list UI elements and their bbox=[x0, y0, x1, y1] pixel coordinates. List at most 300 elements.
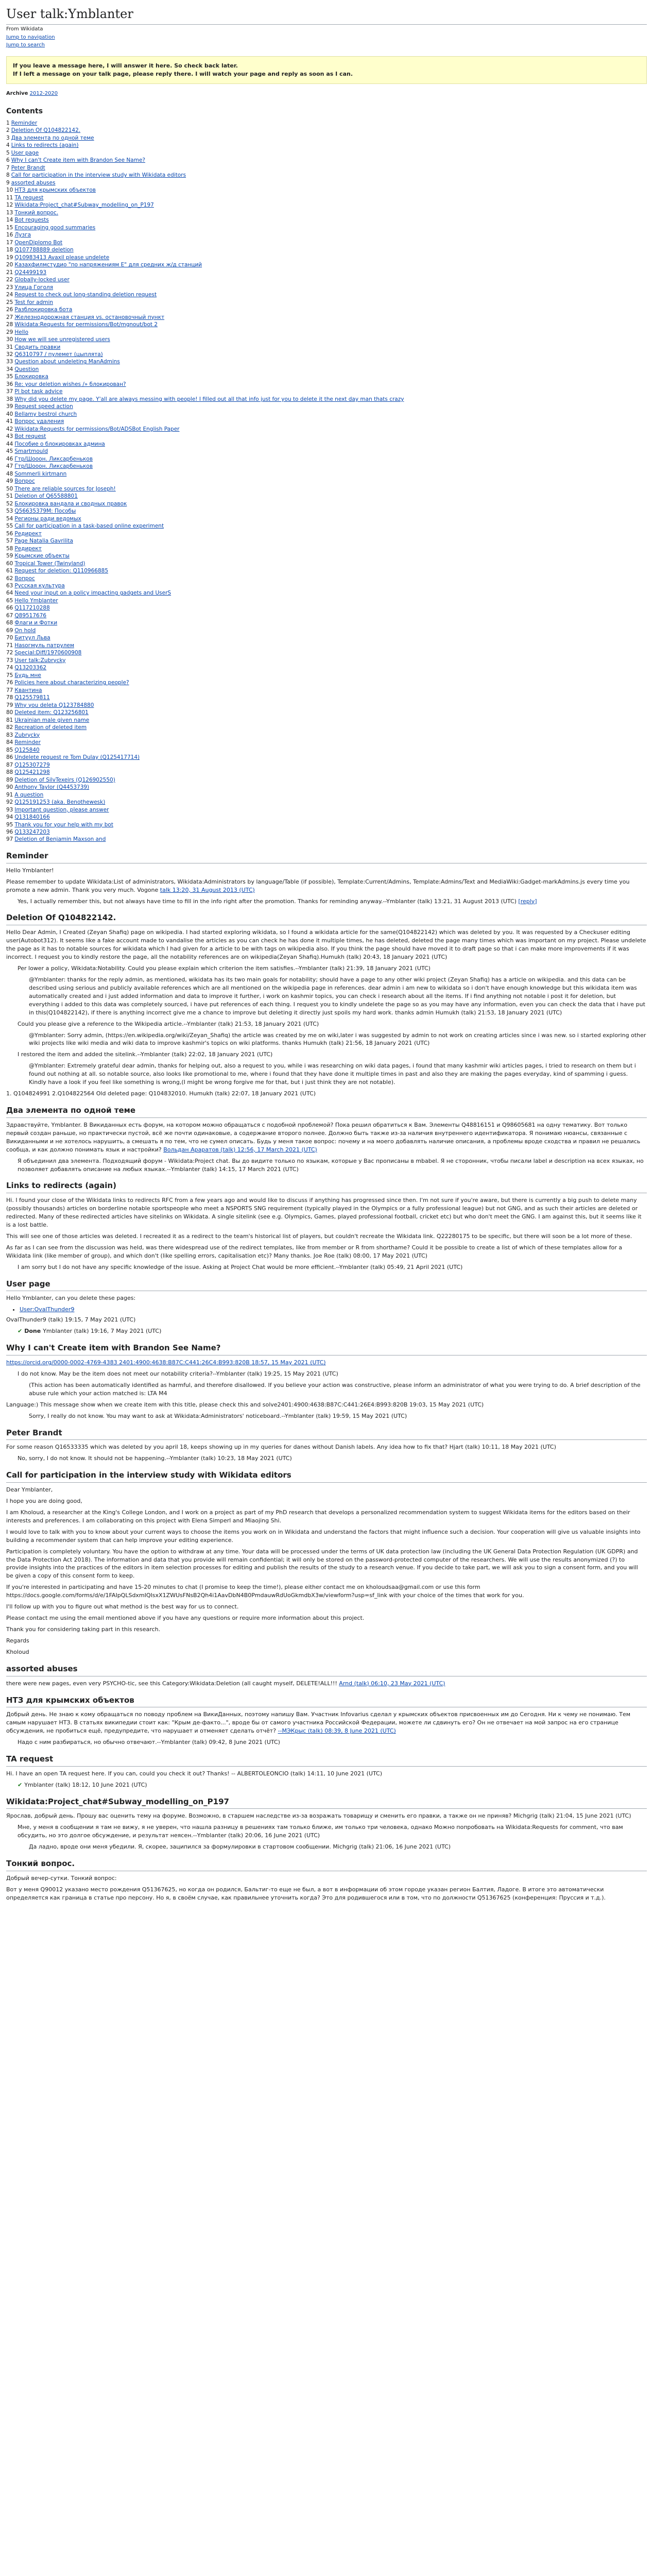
toc-number: 10 bbox=[6, 187, 13, 194]
section-deletion bbox=[6, 912, 647, 1098]
toc-link[interactable]: Pl bot task advice bbox=[14, 388, 63, 395]
toc-entry bbox=[6, 702, 647, 709]
toc-link[interactable]: Лузга bbox=[14, 232, 31, 239]
orcid-link[interactable]: https://orcid.org/0000-0002-4769-4383 2401:4900:4638:B87C:C441:26C4:B993:820B 18:57, 15 May 2021 (UTC) bbox=[6, 1359, 326, 1366]
toc-entry bbox=[6, 470, 647, 478]
toc-entry bbox=[6, 149, 647, 157]
toc-link[interactable]: НТЗ для крымских объектов bbox=[14, 187, 96, 194]
toc-number: 47 bbox=[6, 463, 13, 470]
toc-number: 96 bbox=[6, 828, 13, 835]
toc-number: 54 bbox=[6, 515, 13, 522]
toc-entry bbox=[6, 694, 647, 701]
toc-link[interactable]: Wikidata:Requests for permissions/Bot/mgnout/bot 2 bbox=[14, 321, 158, 328]
toc-link[interactable]: Request for deletion: Q110966885 bbox=[14, 568, 109, 574]
toc-entry bbox=[6, 634, 647, 641]
paragraph: For some reason Q16533335 which was deleted by you april 18, keeps showing up in my queries for danes without Danish labels. Any idea how to fix that? Hjart (talk) 10:11, 18 May 2021 (UTC) bbox=[6, 1444, 556, 1451]
paragraph: This will see one of those articles was deleted. I recreated it as a redirect to the team's historical list of players, but couldn't recreate the Wikidata link. Q22280175 to be specific, but there will soon be a lot more of these. bbox=[6, 1232, 632, 1240]
toc-number: 9 bbox=[6, 179, 10, 186]
toc-link[interactable]: Why did you delete my page. Y'all are always messing with people! I filled out all that info just for you to delete it the next day man thats crazy bbox=[14, 396, 404, 402]
notice-line-2: If I left a message on your talk page, please reply there. I will watch your page and reply as soon as I can. bbox=[13, 71, 353, 78]
toc-link[interactable]: Question about undeleting ManAdmins bbox=[14, 359, 120, 365]
toc-entry bbox=[6, 314, 647, 321]
toc-number: 72 bbox=[6, 650, 13, 656]
toc-entry bbox=[6, 426, 647, 433]
toc-number: 93 bbox=[6, 806, 13, 813]
paragraph bbox=[6, 1121, 647, 1154]
toc-entry bbox=[6, 732, 647, 739]
toc-link[interactable]: Bellamy bestrol church bbox=[14, 411, 77, 417]
toc-number: 3 bbox=[6, 134, 10, 141]
toc-link[interactable]: Recreation of deleted item bbox=[14, 724, 87, 731]
toc-link[interactable]: Q89517676 bbox=[14, 612, 47, 619]
toc-link[interactable]: Русская культура bbox=[14, 583, 65, 589]
toc-link[interactable]: How we will see unregistered users bbox=[14, 336, 110, 343]
signature: Ymblanter (talk) 18:12, 10 June 2021 (UTC) bbox=[24, 1781, 147, 1788]
toc-link[interactable]: On hold bbox=[14, 627, 36, 634]
toc-link[interactable]: Два элемента по одной теме bbox=[11, 134, 94, 141]
toc-link[interactable]: Q117210288 bbox=[14, 605, 50, 612]
toc-entry bbox=[6, 627, 647, 634]
reply-paragraph: Я объединил два элемента. Подходящий форум - Wikidata:Project chat. Вы до видите только по языкам, которые у Вас прописаны в mbabel. Я не сторонник, чтобы писали label и description на всех языках, но позволяет добавлять описание на любых языках.--Ymblanter (talk) 14:15, 17 March 2021 (UTC) bbox=[18, 1157, 644, 1173]
toc-link[interactable]: Test for admin bbox=[14, 299, 54, 306]
toc-entry bbox=[6, 761, 647, 769]
toc-number: 29 bbox=[6, 329, 13, 335]
toc-link[interactable]: Sommerli kirtmann bbox=[14, 470, 67, 477]
toc-entry bbox=[6, 597, 647, 604]
paragraph: If you're interested in participating and have 15-20 minutes to chat (I promise to keep the time!), please either contact me on kholoudsaa@gmail.com or use this form https://docs.google.com/forms/d/e/1FAIpQLSdxmIQIsxX1ZWUsFNsB2Qh4i1AavDbN4B0PmdauwRdUoGkmdbX3w/viewform?usp=sf_link with your choice of the times that work for you. bbox=[6, 1584, 524, 1599]
toc-number: 39 bbox=[6, 403, 13, 410]
toc-number: 83 bbox=[6, 732, 13, 738]
toc-link[interactable]: Page Natalia Gavrilita bbox=[14, 538, 73, 545]
paragraph-text: Please remember to update Wikidata:List of administrators, Wikidata:Administrators by language/Table (if possible), Template:Current/Admins, Template:Admins/Text and MediaWiki:Gadget-markAdmins.js every time you promote a new admin. Thank you very much. Vogone bbox=[6, 878, 630, 893]
signature-link[interactable]: Arnd (talk) 06:10, 23 May 2021 (UTC) bbox=[339, 1680, 445, 1687]
paragraph: 1. Q104824991 2.Q104822564 Old deleted page: Q104832010. Humukh (talk) 22:07, 18 January 2021 (UTC) bbox=[6, 1090, 316, 1097]
toc-number: 7 bbox=[6, 164, 10, 171]
toc-number: 65 bbox=[6, 597, 13, 604]
paragraph: Hi. I have an open TA request here. If you can, could you check it out? Thanks! -- ALBERTOLEONCIO (talk) 14:11, 10 June 2021 (UTC) bbox=[6, 1770, 383, 1777]
toc-link[interactable]: Special:Diff/1970600908 bbox=[14, 650, 82, 656]
toc-link[interactable]: Deletion of SilvTexeirs (Q126902550) bbox=[14, 776, 115, 783]
toc-link[interactable]: Вопрос bbox=[14, 575, 35, 582]
toc-number: 92 bbox=[6, 799, 13, 806]
toc-number: 75 bbox=[6, 672, 13, 679]
paragraph: Regards bbox=[6, 1637, 29, 1645]
toc-link[interactable]: Question bbox=[14, 366, 39, 372]
paragraph: As far as I can see from the discussion was held, was there widespread use of the redirect templates, like from member or R from shorthame? Could it be possible to create a list of which of these templates allow for a Wikidata link (like member of group), and which don't (like spelling errors, capitalisation etc)? Many thanks. Joe Roe (talk) 08:00, 17 May 2021 (UTC) bbox=[6, 1244, 623, 1259]
section-reminder bbox=[6, 851, 647, 906]
toc-entry bbox=[6, 575, 647, 582]
toc-entry bbox=[6, 485, 647, 493]
reply-paragraph: Sorry, I really do not know. You may want to ask at Wikidata:Administrators' noticeboard.--Ymblanter (talk) 19:59, 15 May 2021 (UTC) bbox=[29, 1412, 407, 1419]
paragraph: Hello Ymblanter! bbox=[6, 867, 54, 874]
toc-link[interactable]: Globally-locked user bbox=[14, 277, 70, 283]
toc-number: 61 bbox=[6, 568, 13, 574]
toc-entry bbox=[6, 806, 647, 814]
toc-entry bbox=[6, 239, 647, 246]
section-links-redirects bbox=[6, 1180, 647, 1271]
reply-paragraph: Per lower a policy, Wikidata:Notability. Could you please explain which criterion the item satisfies.--Ymblanter (talk) 21:39, 18 January 2021 (UTC) bbox=[18, 964, 431, 972]
toc-number: 78 bbox=[6, 694, 13, 701]
signature-link[interactable]: Вольдан Араратов (talk) 12:56, 17 March 2021 (UTC) bbox=[163, 1146, 317, 1153]
section-heading: User page bbox=[6, 1279, 647, 1292]
toc-number: 37 bbox=[6, 388, 13, 395]
toc-entry bbox=[6, 717, 647, 724]
section-user-page bbox=[6, 1279, 647, 1336]
toc-link[interactable]: Вопрос удаления bbox=[14, 418, 64, 425]
toc-entry bbox=[6, 172, 647, 179]
checkmark-icon: ✔ bbox=[18, 1781, 23, 1788]
toc-number: 15 bbox=[6, 224, 13, 231]
section-heading: Reminder bbox=[6, 851, 647, 863]
paragraph-text: Здравствуйте, Ymblanter. В Викиданных есть форум, на котором можно обращаться с подобной проблемой? Пока решил обратиться к Вам. Элементы Q48816151 и Q98605681 на одну тематику. Вот только первый создан раньше, но практически пустой, всё же почти одинаковые, а содержание второго полнее. Должно быть также из-за наличия внутреннего идентификатора. Я понимаю нюансы, связанные с Викиданными и не хотелось нарушить, а смешать я по тем, что не сумел описать. Будь у меня такое вопрос: почему и на моего добавлять наличие описания, а проблемы вроде сходства и правил не решались сообща, и как должно понимать язык и настройки? bbox=[6, 1121, 641, 1153]
toc-link[interactable]: Q125579811 bbox=[14, 694, 50, 701]
toc-entry bbox=[6, 291, 647, 298]
toc-link[interactable]: assorted abuses bbox=[11, 179, 56, 186]
toc-entry bbox=[6, 814, 647, 821]
toc-number: 12 bbox=[6, 202, 13, 209]
toc-link[interactable]: Ukrainian male given name bbox=[14, 717, 90, 723]
toc-entry bbox=[6, 679, 647, 686]
toc-entry bbox=[6, 724, 647, 731]
toc-number: 28 bbox=[6, 321, 13, 328]
toc-entry bbox=[6, 619, 647, 626]
toc-number: 46 bbox=[6, 455, 13, 462]
toc-number: 6 bbox=[6, 157, 10, 164]
toc-link[interactable]: Сводить правки bbox=[14, 344, 61, 350]
archive-label: Archive bbox=[6, 91, 28, 97]
toc-link[interactable]: A question bbox=[14, 791, 44, 798]
toc-number: 76 bbox=[6, 680, 13, 686]
reply-link[interactable]: [reply] bbox=[518, 897, 537, 905]
toc-link[interactable]: Deletion Of Q104822142. bbox=[11, 127, 81, 134]
toc-number: 70 bbox=[6, 635, 13, 641]
toc-entry bbox=[6, 299, 647, 306]
toc-link[interactable]: Important question, please answer bbox=[14, 806, 109, 813]
toc-entry bbox=[6, 493, 647, 500]
toc-number: 86 bbox=[6, 754, 13, 761]
toc-number: 17 bbox=[6, 239, 13, 246]
toc-link[interactable]: Why I can't Create item with Brandon See Name? bbox=[11, 157, 145, 164]
toc-link[interactable]: Q125307279 bbox=[14, 761, 50, 768]
toc-number: 48 bbox=[6, 470, 13, 477]
section-subtle-question bbox=[6, 1858, 647, 1902]
toc-entry bbox=[6, 791, 647, 799]
toc-entry bbox=[6, 336, 647, 343]
toc-entry bbox=[6, 776, 647, 784]
toc-entry bbox=[6, 672, 647, 679]
toc-entry bbox=[6, 657, 647, 664]
toc-number: 82 bbox=[6, 724, 13, 731]
reply-paragraph bbox=[18, 897, 647, 906]
section-heading: Wikidata:Project_chat#Subway_modelling_on_P197 bbox=[6, 1797, 647, 1809]
toc-link[interactable]: Zubrycky bbox=[14, 732, 40, 738]
toc-link[interactable]: Tropical Tower (Twinyland) bbox=[14, 560, 85, 567]
toc-entry bbox=[6, 769, 647, 776]
toc-link[interactable]: Thank you for your help with my bot bbox=[14, 821, 113, 828]
toc-number: 40 bbox=[6, 411, 13, 417]
toc-link[interactable]: Q131840166 bbox=[14, 814, 50, 821]
toc-heading: Contents bbox=[6, 107, 43, 115]
archive-link[interactable]: 2012-2020 bbox=[29, 91, 58, 97]
toc-entry bbox=[6, 157, 647, 164]
toc-entry bbox=[6, 381, 647, 388]
signature-link[interactable]: --МЭКрыс (talk) 08:39, 8 June 2021 (UTC) bbox=[278, 1727, 396, 1735]
toc-link[interactable]: Wikidata:Requests for permissions/Bot/ADSBot English Paper bbox=[14, 426, 180, 432]
toc-entry bbox=[6, 254, 647, 261]
toc-number: 2 bbox=[6, 127, 10, 134]
paragraph: Добрый вечер-сутки. Тонкий вопрос: bbox=[6, 1874, 117, 1882]
toc-entry bbox=[6, 500, 647, 507]
toc-link[interactable]: Квантина bbox=[14, 687, 42, 693]
toc-link[interactable]: Re: your deletion wishes /» блокирован? bbox=[14, 381, 126, 387]
paragraph-text: there were new pages, even very PSYCHO-tic, see this Category:Wikidata:Deletion (all caught myself, DELETE!ALL!!! bbox=[6, 1680, 337, 1687]
section-heading: assorted abuses bbox=[6, 1664, 647, 1676]
toc-link[interactable]: Deleted item: Q123256801 bbox=[14, 709, 89, 716]
toc-entry bbox=[6, 448, 647, 455]
toc-entry bbox=[6, 589, 647, 597]
toc-link[interactable]: Улица Гоголя bbox=[14, 284, 54, 291]
toc-number: 13 bbox=[6, 209, 13, 216]
toc-number: 4 bbox=[6, 142, 10, 149]
toc-link[interactable]: Тонкий вопрос. bbox=[14, 209, 59, 216]
reply-paragraph: @Ymblanter: thanks for the reply admin, as mentioned, wikidata has its two main goals for notability; should have a page to any other wiki project (Zeyan Shafiq) has a article on wikipedia. and this data can be described using serious and publicly available references which are all mentioned on the wikipedia page in references. dear admin i am new to wikidata so i don't have enough knowledge but this wikidata item was automatically created and i just added information and data to improve it further, i work on kashmir topics, you can check i research about all the items. If i find anything not notable i post it for deletion, but everything i added to this data was completely sourced, i have put references of each thing. I request you to kindly undelete the page so as you may have any information, even you can check the data that i have put in this(Q104822142), if there is anything incorrect give me a chance to improve but deleting it directly just spoils my hard work. thanks admin Humukh (talk) 21:53, 18 January 2021 (UTC) bbox=[29, 976, 645, 1016]
list-item bbox=[20, 1306, 647, 1314]
toc-link[interactable]: Need your input on a policy impacting gadgets and UserS bbox=[14, 590, 171, 597]
toc-link[interactable]: OpenDiplomo Bot bbox=[14, 239, 63, 246]
toc-number: 45 bbox=[6, 448, 13, 455]
signature: OvalThunder9 (talk) 19:15, 7 May 2021 (UTC) bbox=[6, 1316, 136, 1324]
toc-number: 87 bbox=[6, 761, 13, 768]
notice-line-1: If you leave a message here, I will answer it here. So check back later. bbox=[13, 62, 238, 70]
signature: Ymblanter (talk) 19:16, 7 May 2021 (UTC) bbox=[43, 1328, 162, 1335]
toc-link[interactable]: Hasoгмуль патрулем bbox=[14, 642, 74, 649]
toc-number: 56 bbox=[6, 530, 13, 537]
toc-link[interactable]: Регионы ради ведомых bbox=[14, 515, 81, 522]
toc-link[interactable]: Q6310797 / пулемет (цыплята) bbox=[14, 351, 103, 358]
toc-entry bbox=[6, 164, 647, 172]
toc-entry bbox=[6, 216, 647, 224]
jump-to-navigation-link[interactable]: Jump to navigation bbox=[6, 35, 55, 41]
toc-link[interactable]: TA request bbox=[14, 194, 44, 201]
paragraph bbox=[6, 878, 647, 894]
toc-link[interactable]: Hello bbox=[14, 329, 28, 335]
toc-number: 24 bbox=[6, 292, 13, 298]
toc-number: 89 bbox=[6, 776, 13, 783]
toc-entry bbox=[6, 754, 647, 761]
toc-link[interactable]: Request speed action bbox=[14, 403, 73, 410]
toc-number: 8 bbox=[6, 172, 10, 179]
toc-link[interactable]: Железнодорожная станция vs. остановочный пункт bbox=[14, 314, 165, 320]
section-heading: Why I can't Create item with Brandon See Name? bbox=[6, 1343, 647, 1355]
toc-entry bbox=[6, 560, 647, 567]
toc-number: 69 bbox=[6, 627, 13, 634]
reply-paragraph: I do not know. May be the item does not meet our notability criteria?--Ymblanter (talk) 19:25, 15 May 2021 (UTC) bbox=[18, 1370, 338, 1377]
toc-entry bbox=[6, 463, 647, 470]
toc-number: 64 bbox=[6, 590, 13, 597]
toc-entry bbox=[6, 276, 647, 283]
section-abuses bbox=[6, 1664, 647, 1688]
toc-entry bbox=[6, 507, 647, 515]
paragraph: Hi. I found your close of the Wikidata links to redirects RFC from a few years ago and would like to discuss if anything has progressed since then. I'm not sure if you're aware, but there is currently a big push to delete many (possibly thousands) articles on borderline notable sportspeople who meet a NSPORTS SNG requirement (typically played in the Olympics or a fully professional league) but not GNG, and as such their articles are deleted or redirected. Many of these redirected articles have sitelinks on Wikidata. A single sitelink (see e.g. Olympics, Games, played professional football, cricket etc) but who don't meet the GNG. I am against this, but it seems like it is a lost battle. bbox=[6, 1197, 642, 1229]
toc-number: 44 bbox=[6, 440, 13, 447]
toc-entry bbox=[6, 358, 647, 365]
toc-entry bbox=[6, 284, 647, 291]
toc-link[interactable]: Вопрос bbox=[14, 478, 35, 485]
toc-number: 34 bbox=[6, 366, 13, 372]
toc-number: 11 bbox=[6, 194, 13, 201]
toc-link[interactable]: Q133247203 bbox=[14, 828, 50, 835]
toc-link[interactable]: Гтр/Шооон. Ликсарбеньков bbox=[14, 463, 93, 470]
toc-link[interactable]: Флаги и Фотки bbox=[14, 620, 58, 626]
toc-number: 90 bbox=[6, 784, 13, 791]
toc-number: 77 bbox=[6, 687, 13, 693]
toc-link[interactable]: Anthony Taylor (Q4453739) bbox=[14, 784, 90, 791]
toc-link[interactable]: Hello Ymblanter bbox=[14, 597, 58, 604]
user-page-link[interactable]: User:OvalThunder9 bbox=[20, 1306, 75, 1313]
toc-number: 71 bbox=[6, 642, 13, 649]
section-ntz bbox=[6, 1695, 647, 1747]
toc-entry bbox=[6, 642, 647, 649]
toc-link[interactable]: Undelete request re Tom Dulay (Q125417714) bbox=[14, 754, 140, 761]
toc-link[interactable]: Q125191253 (aka. Benothewesk) bbox=[14, 799, 106, 806]
toc-number: 95 bbox=[6, 821, 13, 828]
toc-number: 51 bbox=[6, 493, 13, 500]
toc-entry bbox=[6, 351, 647, 358]
toc-entry bbox=[6, 120, 647, 127]
toc-link[interactable]: User page bbox=[11, 149, 39, 156]
toc-link[interactable]: Редирект bbox=[14, 530, 42, 537]
toc-link[interactable]: Редирект bbox=[14, 545, 42, 552]
toc-number: 81 bbox=[6, 717, 13, 723]
toc-entry bbox=[6, 388, 647, 395]
reply-paragraph: Надо с ним разбираться, но обычно отвечают.--Ymblanter (talk) 09:42, 8 June 2021 (UTC) bbox=[18, 1739, 280, 1746]
toc-entry bbox=[6, 209, 647, 216]
toc-link[interactable]: Bot requests bbox=[14, 217, 49, 224]
toc-number: 41 bbox=[6, 418, 13, 425]
reply-paragraph: No, sorry, I do not know. It should not be happening.--Ymblanter (talk) 10:23, 18 May 2021 (UTC) bbox=[18, 1455, 292, 1462]
toc-link[interactable]: Reminder bbox=[11, 120, 38, 126]
toc-link[interactable]: User talk:Zubrycky bbox=[14, 657, 66, 664]
toc-link[interactable]: There are reliable sources for Joseph! bbox=[14, 485, 116, 492]
toc-entry bbox=[6, 747, 647, 754]
toc-entry bbox=[6, 537, 647, 545]
toc-number: 55 bbox=[6, 523, 13, 530]
toc-entry bbox=[6, 344, 647, 351]
paragraph: I would love to talk with you to know about your current ways to choose the items you work on in Wikidata and understand the factors that might influence such a decision. Your cooperation will give us valuable insights into building a recommender system that can help improve your editing experience. bbox=[6, 1528, 641, 1544]
toc-entry bbox=[6, 396, 647, 403]
toc-entry bbox=[6, 545, 647, 552]
reply-paragraph: I restored the item and added the sitelink.--Ymblanter (talk) 22:02, 18 January 2021 (UTC) bbox=[18, 1051, 273, 1058]
toc-entry bbox=[6, 530, 647, 537]
reply-paragraph: (This action has been automatically identified as harmful, and therefore disallowed. If you believe your action was constructive, please inform an administrator of what you were trying to do. A brief description of the abuse rule which your action matched is: LTA M4 bbox=[29, 1381, 641, 1397]
toc-entry bbox=[6, 201, 647, 209]
toc-number: 94 bbox=[6, 814, 13, 821]
toc-entry bbox=[6, 821, 647, 828]
toc-number: 27 bbox=[6, 314, 13, 320]
toc-entry bbox=[6, 612, 647, 619]
toc-number: 68 bbox=[6, 620, 13, 626]
toc-link[interactable]: Reminder bbox=[14, 739, 41, 746]
toc-link[interactable]: Q10983413 Avaxil please undelete bbox=[14, 254, 110, 261]
section-interview bbox=[6, 1470, 647, 1656]
toc-number: 42 bbox=[6, 426, 13, 432]
talk-notice-box bbox=[6, 56, 647, 84]
toc-number: 49 bbox=[6, 478, 13, 485]
section-heading: TA request bbox=[6, 1754, 647, 1767]
reply-paragraph: I am sorry but I do not have any specific knowledge of the issue. Asking at Project Chat would be more efficient.--Ymblanter (talk) 05:49, 21 April 2021 (UTC) bbox=[18, 1263, 463, 1270]
toc-link[interactable]: Q125421298 bbox=[14, 769, 50, 776]
toc-link[interactable]: Peter Brandt bbox=[11, 164, 45, 171]
signature-link[interactable]: talk 13:20, 31 August 2013 (UTC) bbox=[160, 886, 255, 893]
toc-link[interactable]: Call for participation in a task-based online experiment bbox=[14, 523, 164, 530]
toc-link[interactable]: Wikidata:Project_chat#Subway_modelling_on_P197 bbox=[14, 202, 154, 209]
toc-entry bbox=[6, 709, 647, 716]
toc-link[interactable]: Блокировка вандала и сводных правок bbox=[14, 500, 127, 507]
toc-link[interactable]: Policies here about characterizing people? bbox=[14, 680, 129, 686]
toc-link[interactable]: Request to check out long-standing deletion request bbox=[14, 292, 157, 298]
reply-paragraph: Мне, у меня в сообщении я там не вижу, я не уверен, что нашла разницу в решениях там только ближе, им только три человека, однако Можно попробовать на Wikidata:Requests for comment, что вам обсудить, но это долгое обсуждение, и результат неясен.--Ymblanter (talk) 20:06, 16 June 2021 (UTC) bbox=[18, 1824, 623, 1839]
toc-number: 25 bbox=[6, 299, 13, 306]
toc-entry bbox=[6, 799, 647, 806]
toc-link[interactable]: Разблокировка бота bbox=[14, 307, 73, 313]
toc-number: 63 bbox=[6, 583, 13, 589]
toc-link[interactable]: Q125840 bbox=[14, 747, 40, 753]
toc-link[interactable]: Encouraging good summaries bbox=[14, 224, 96, 231]
toc-link[interactable]: Пособие о блокировках админа bbox=[14, 440, 105, 447]
section-heading: Links to redirects (again) bbox=[6, 1180, 647, 1193]
toc-link[interactable]: Битуул Льва bbox=[14, 635, 50, 641]
toc-entry bbox=[6, 261, 647, 268]
jump-to-search-link[interactable]: Jump to search bbox=[6, 42, 45, 48]
toc-link[interactable]: Будь мне bbox=[14, 672, 41, 679]
toc-link[interactable]: Links to redirects (again) bbox=[11, 142, 79, 149]
toc-link[interactable]: Крымские объекты bbox=[14, 553, 70, 560]
toc-entry bbox=[6, 478, 647, 485]
toc-number: 73 bbox=[6, 657, 13, 664]
toc-link[interactable]: Call for participation in the interview study with Wikidata editors bbox=[11, 172, 186, 179]
toc-link[interactable]: Q13203362 bbox=[14, 665, 47, 671]
toc-entry bbox=[6, 440, 647, 448]
toc-number: 30 bbox=[6, 336, 13, 343]
toc-entry bbox=[6, 739, 647, 746]
toc-number: 14 bbox=[6, 217, 13, 224]
toc-number: 52 bbox=[6, 500, 13, 507]
toc-link[interactable]: Smartmould bbox=[14, 448, 48, 455]
toc-number: 18 bbox=[6, 247, 13, 253]
toc-link[interactable]: Q24499193 bbox=[14, 269, 47, 276]
toc-number: 60 bbox=[6, 560, 13, 567]
toc-number: 20 bbox=[6, 262, 13, 268]
toc-entry bbox=[6, 411, 647, 418]
toc-link[interactable]: Bot request bbox=[14, 433, 46, 440]
toc-link[interactable]: Q107788889 deletion bbox=[14, 247, 74, 253]
toc-link[interactable]: Блокировка bbox=[14, 374, 48, 380]
toc-number: 50 bbox=[6, 485, 13, 492]
toc-entry bbox=[6, 231, 647, 239]
toc-link[interactable]: Гтр/Шооон. Ликсарбеньков bbox=[14, 455, 93, 462]
toc-entry bbox=[6, 582, 647, 589]
toc-entry bbox=[6, 515, 647, 522]
toc-link[interactable]: Казахфилмстудио "по напряжениям Е" для средних ж/д станций bbox=[14, 262, 202, 268]
toc-link[interactable]: Q56635379M: Пособы bbox=[14, 508, 76, 515]
toc-link[interactable]: Deletion of Benjamin Maxson and bbox=[14, 836, 106, 843]
toc-link[interactable]: Deletion of Q65588801 bbox=[14, 493, 78, 500]
toc-number: 84 bbox=[6, 739, 13, 746]
toc-entry bbox=[6, 224, 647, 231]
done-label: Done bbox=[24, 1328, 41, 1335]
page-title: User talk:Ymblanter bbox=[6, 5, 647, 25]
toc-link[interactable]: Why you deleta Q123784880 bbox=[14, 702, 94, 708]
